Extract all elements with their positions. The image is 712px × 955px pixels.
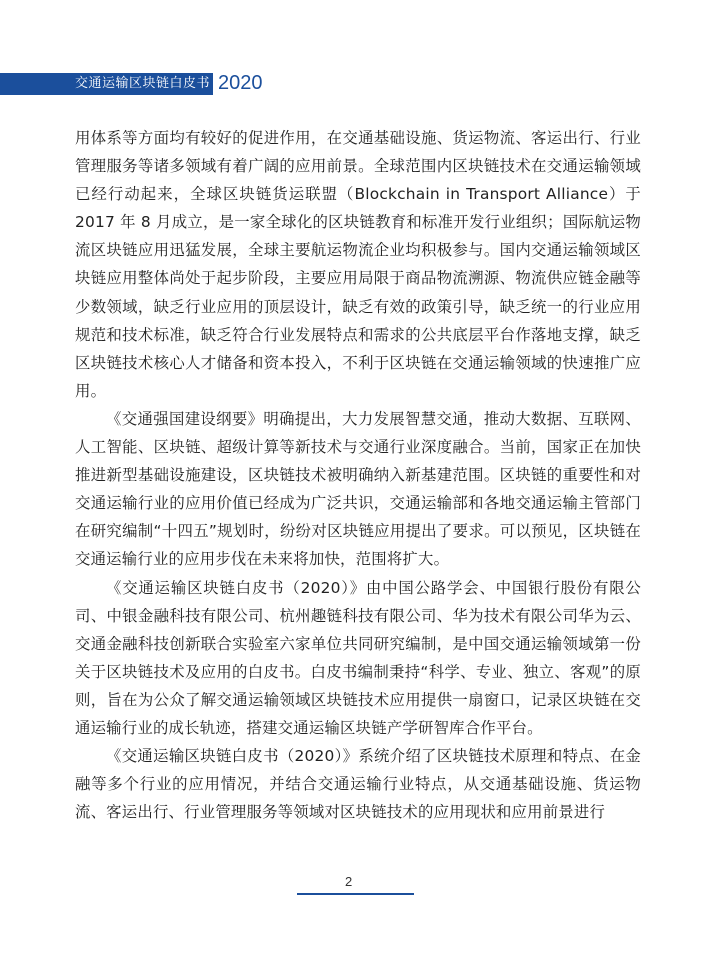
body-text	[75, 124, 641, 826]
header-title: 交通运输区块链白皮书	[75, 76, 211, 91]
page-number: 2	[345, 874, 353, 889]
paragraph-4: 《交通运输区块链白皮书（2020）》系统介绍了区块链技术原理和特点、在金融等多个行业的应用情况，并结合交通运输行业特点，从交通基础设施、货运物流、客运出行、行业管理服务等领域对区块链技术的应用现状和应用前景进行	[75, 747, 641, 822]
paragraph-3: 《交通运输区块链白皮书（2020）》由中国公路学会、中国银行股份有限公司、中银金融科技有限公司、杭州趣链科技有限公司、华为技术有限公司华为云、交通金融科技创新联合实验室六家单位共同研究编制，是中国交通运输领域第一份关于区块链技术及应用的白皮书。白皮书编制秉持“科学、专业、独立、客观”的原则，旨在为公众了解交通运输领域区块链技术应用提供一扇窗口，记录区块链在交通运输行业的成长轨迹，搭建交通运输区块链产学研智库合作平台。	[75, 578, 641, 737]
header-year: 2020	[218, 72, 263, 94]
paragraph-2: 《交通强国建设纲要》明确提出，大力发展智慧交通，推动大数据、互联网、人工智能、区块链、超级计算等新技术与交通行业深度融合。当前，国家正在加快推进新型基础设施建设，区块链技术被明确纳入新基建范围。区块链的重要性和对交通运输行业的应用价值已经成为广泛共识，交通运输部和各地交通运输主管部门在研究编制“十四五”规划时，纷纷对区块链应用提出了要求。可以预见，区块链在交通运输行业的应用步伐在未来将加快，范围将扩大。	[75, 409, 641, 569]
paragraph-1: 用体系等方面均有较好的促进作用，在交通基础设施、货运物流、客运出行、行业管理服务等诸多领域有着广阔的应用前景。全球范围内区块链技术在交通运输领域已经行动起来，全球区块链货运联盟（Blockchain in Transport Alliance）于 2017 年 8 月成立，是一家全球化的区块链教育和标准开发行业组织；国际航运物流区块链应用迅猛发展，全球主要航运物流企业均积极参与。国内交通运输领域区块链应用整体尚处于起步阶段，主要应用局限于商品物流溯源、物流供应链金融等少数领域，缺乏行业应用的顶层设计，缺乏有效的政策引导，缺乏统一的行业应用规范和技术标准，缺乏符合行业发展特点和需求的公共底层平台作落地支撑，缺乏区块链技术核心人才储备和资本投入，不利于区块链在交通运输领域的快速推广应用。	[75, 129, 641, 400]
footer-rule	[297, 893, 414, 895]
